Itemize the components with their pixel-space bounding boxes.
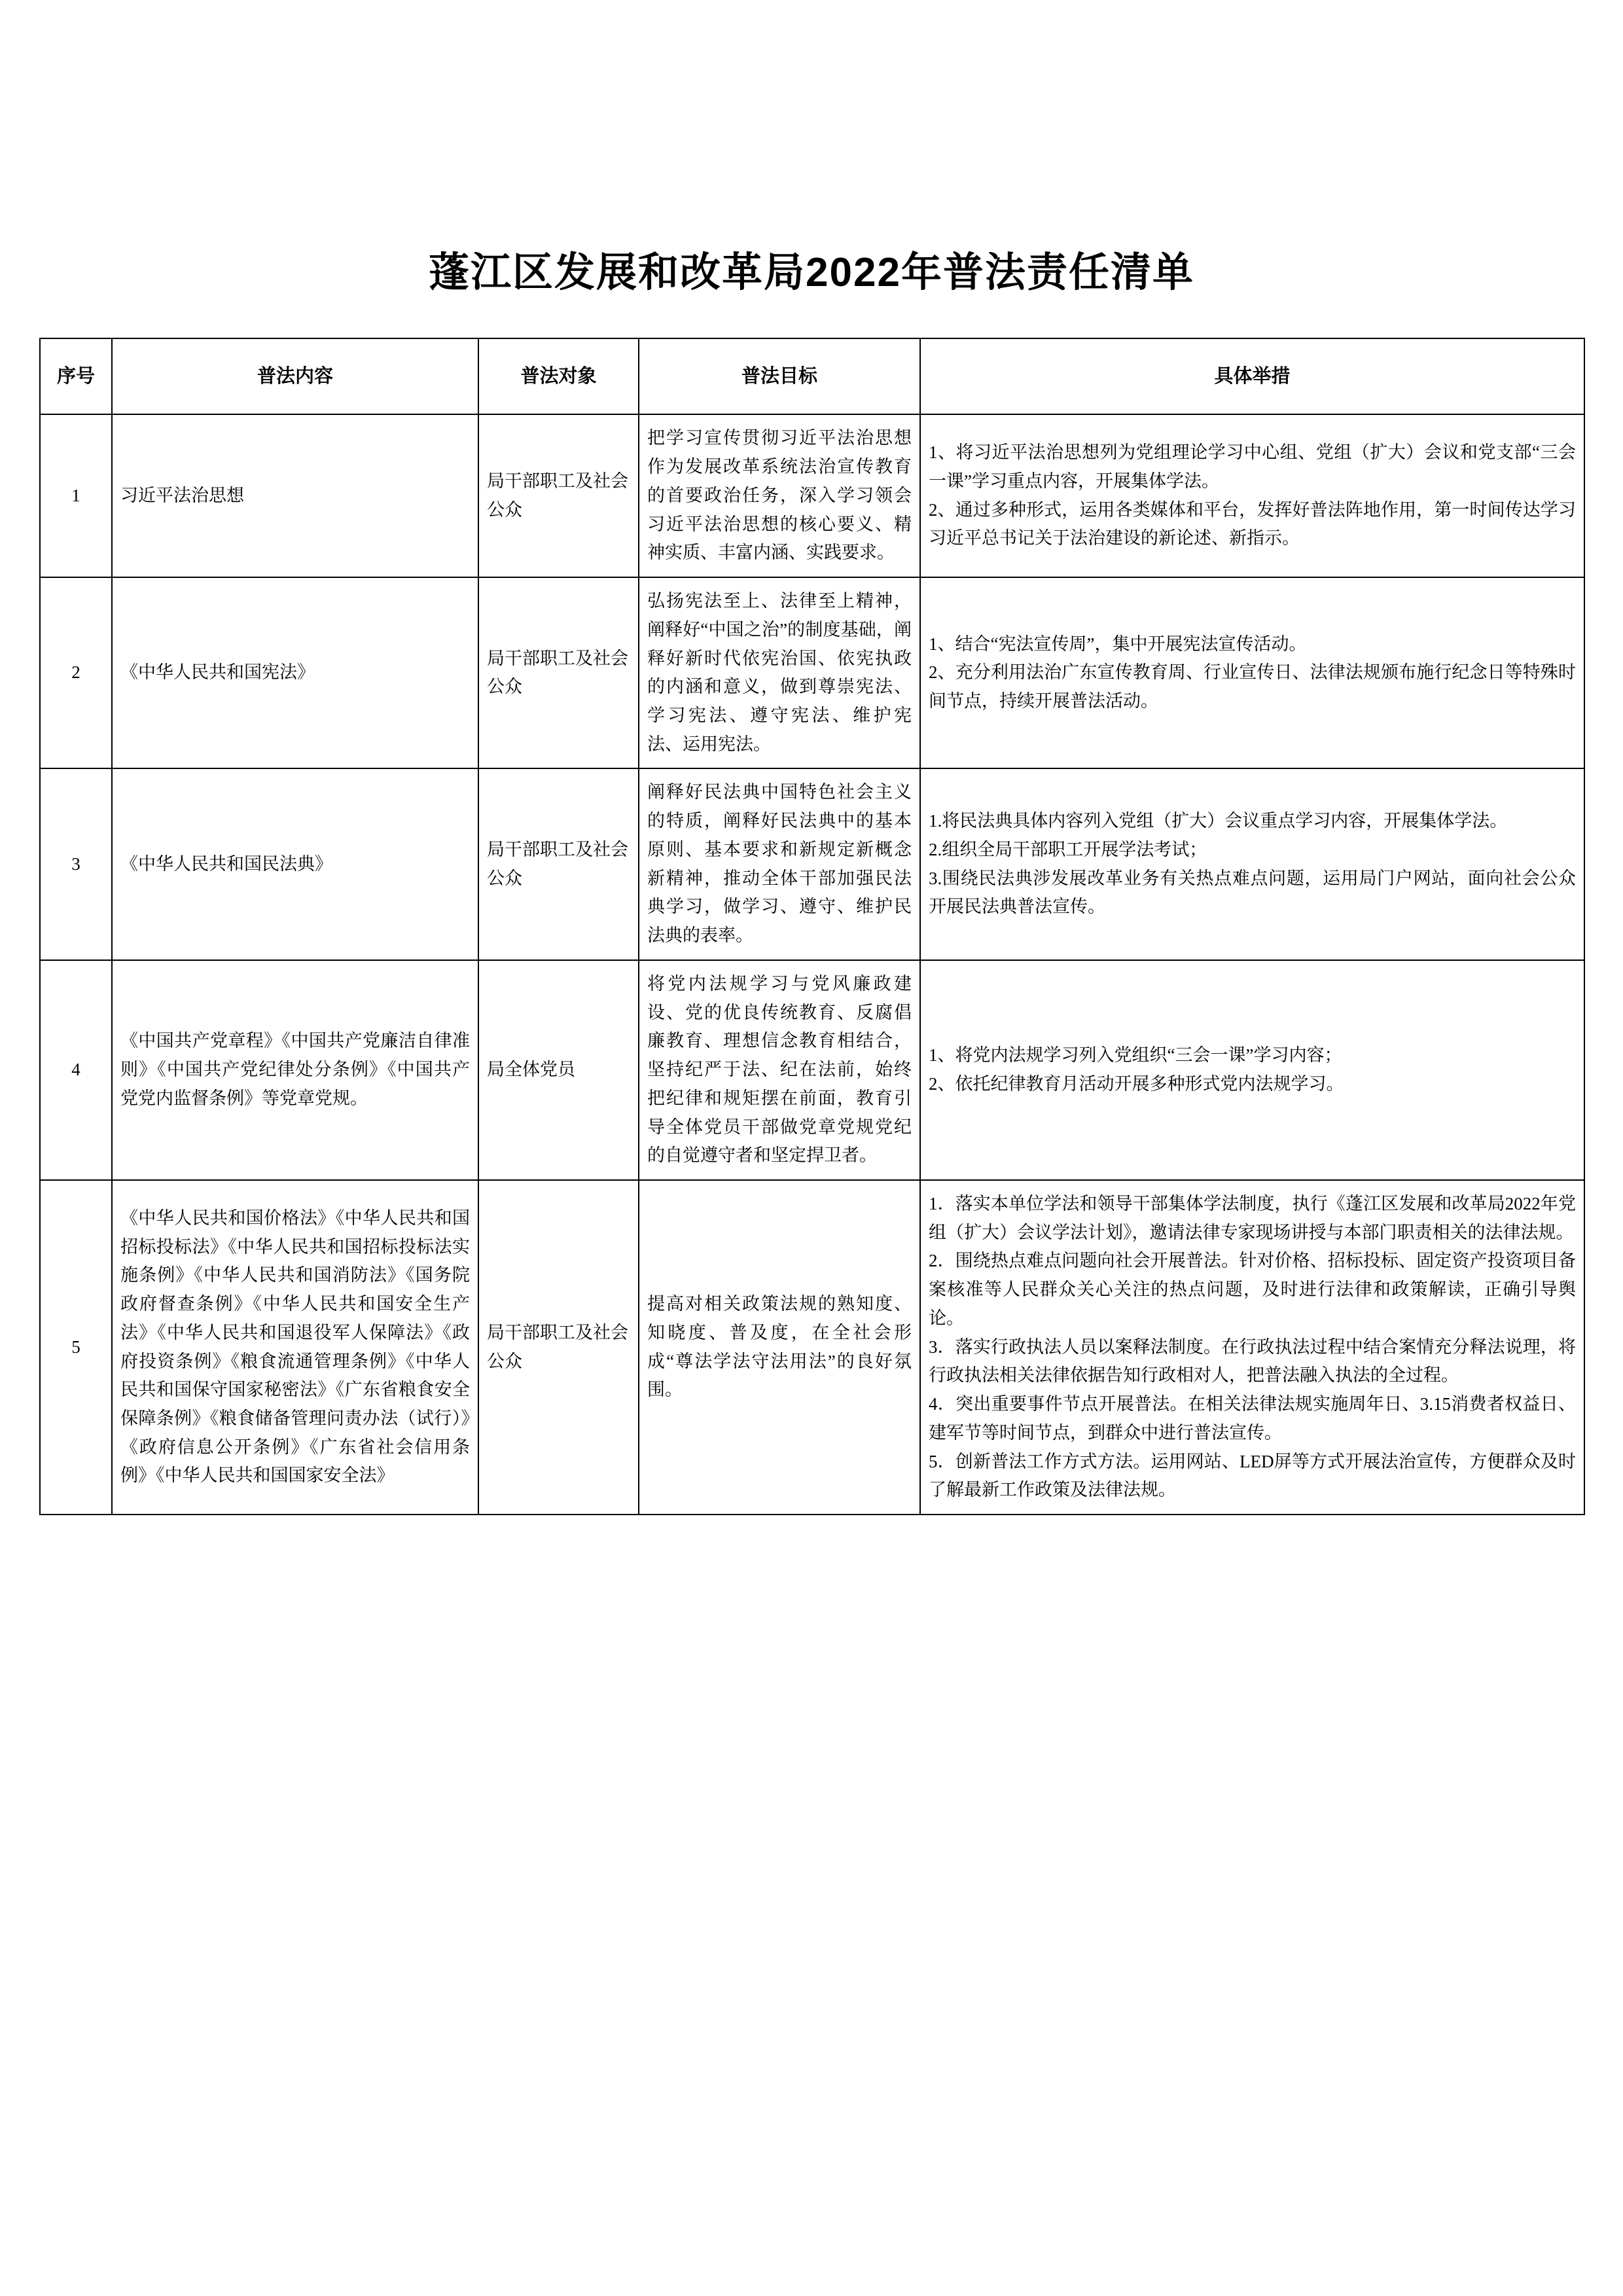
measure-item: 1、结合“宪法宣传周”，集中开展宪法宣传活动。: [929, 634, 1307, 654]
table-row: [40, 414, 1584, 577]
row-measures: [920, 768, 1584, 960]
row-audience: 局干部职工及社会公众: [478, 577, 639, 768]
measure-item: 2．围绕热点难点问题向社会开展普法。针对价格、招标投标、固定资产投资项目备案核准等人民群众关心关注的热点问题，及时进行法律和政策解读，正确引导舆论。: [929, 1251, 1576, 1328]
column-header-goal: 普法目标: [639, 338, 920, 414]
table-row: [40, 960, 1584, 1180]
measure-item: 1、将习近平法治思想列为党组理论学习中心组、党组（扩大）会议和党支部“三会一课”学习重点内容，开展集体学法。: [929, 442, 1576, 491]
table-row: [40, 768, 1584, 960]
row-measures: [920, 960, 1584, 1180]
row-goal: 阐释好民法典中国特色社会主义的特质，阐释好民法典中的基本原则、基本要求和新规定新概念新精神，推动全体干部加强民法典学习，做学习、遵守、维护民法典的表率。: [639, 768, 920, 960]
measure-item: 5．创新普法工作方式方法。运用网站、LED屏等方式开展法治宣传，方便群众及时了解最新工作政策及法律法规。: [929, 1451, 1576, 1500]
row-audience: 局全体党员: [478, 960, 639, 1180]
row-index: 3: [40, 768, 112, 960]
measure-item: 3．落实行政执法人员以案释法制度。在行政执法过程中结合案情充分释法说理，将行政执法相关法律依据告知行政相对人，把普法融入执法的全过程。: [929, 1336, 1576, 1386]
page-title: 蓬江区发展和改革局2022年普法责任清单: [429, 250, 1194, 295]
measure-item: 2、充分利用法治广东宣传教育周、行业宣传日、法律法规颁布施行纪念日等特殊时间节点，持续开展普法活动。: [929, 662, 1576, 711]
column-header-measures: 具体举措: [920, 338, 1584, 414]
row-content: 习近平法治思想: [112, 414, 478, 577]
row-content: 《中国共产党章程》《中国共产党廉洁自律准则》《中国共产党纪律处分条例》《中国共产党党内监督条例》等党章党规。: [112, 960, 478, 1180]
row-content: 《中华人民共和国民法典》: [112, 768, 478, 960]
row-index: 1: [40, 414, 112, 577]
measure-item: 2、通过多种形式，运用各类媒体和平台，发挥好普法阵地作用，第一时间传达学习习近平总书记关于法治建设的新论述、新指示。: [929, 499, 1576, 548]
measure-item: 2、依托纪律教育月活动开展多种形式党内法规学习。: [929, 1073, 1344, 1094]
row-content: 《中华人民共和国价格法》《中华人民共和国招标投标法》《中华人民共和国招标投标法实施条例》《中华人民共和国消防法》《国务院政府督查条例》《中华人民共和国安全生产法》《中华人民共和国退役军人保障法》《政府投资条例》《粮食流通管理条例》《中华人民共和国保守国家秘密法》《广东省粮食安全保障条例》《粮食储备管理问责办法（试行）》《政府信息公开条例》《广东省社会信用条例》《中华人民共和国国家安全法》: [112, 1180, 478, 1515]
column-header-audience: 普法对象: [478, 338, 639, 414]
row-measures: [920, 414, 1584, 577]
row-audience: 局干部职工及社会公众: [478, 414, 639, 577]
row-index: 5: [40, 1180, 112, 1515]
row-goal: 弘扬宪法至上、法律至上精神，阐释好“中国之治”的制度基础，阐释好新时代依宪治国、依宪执政的内涵和意义，做到尊崇宪法、学习宪法、遵守宪法、维护宪法、运用宪法。: [639, 577, 920, 768]
measure-item: 3.围绕民法典涉发展改革业务有关热点难点问题，运用局门户网站，面向社会公众开展民法典普法宣传。: [929, 868, 1576, 917]
measure-item: 2.组织全局干部职工开展学法考试；: [929, 839, 1207, 859]
measure-item: 1、将党内法规学习列入党组织“三会一课”学习内容；: [929, 1045, 1342, 1066]
row-audience: 局干部职工及社会公众: [478, 1180, 639, 1515]
column-header-content: 普法内容: [112, 338, 478, 414]
row-goal: 将党内法规学习与党风廉政建设、党的优良传统教育、反腐倡廉教育、理想信念教育相结合，坚持纪严于法、纪在法前，始终把纪律和规矩摆在前面，教育引导全体党员干部做党章党规党纪的自觉遵守者和坚定捍卫者。: [639, 960, 920, 1180]
measure-item: 1.将民法典具体内容列入党组（扩大）会议重点学习内容，开展集体学法。: [929, 811, 1508, 831]
table-row: [40, 577, 1584, 768]
row-goal: 把学习宣传贯彻习近平法治思想作为发展改革系统法治宣传教育的首要政治任务，深入学习领会习近平法治思想的核心要义、精神实质、丰富内涵、实践要求。: [639, 414, 920, 577]
table-header-row: [40, 338, 1584, 414]
row-audience: 局干部职工及社会公众: [478, 768, 639, 960]
row-measures: [920, 577, 1584, 768]
responsibility-list-table: [39, 338, 1585, 1515]
measure-item: 1．落实本单位学法和领导干部集体学法制度，执行《蓬江区发展和改革局2022年党组（扩大）会议学法计划》，邀请法律专家现场讲授与本部门职责相关的法律法规。: [929, 1194, 1576, 1242]
row-goal: 提高对相关政策法规的熟知度、知晓度、普及度，在全社会形成“尊法学法守法用法”的良好氛围。: [639, 1180, 920, 1515]
measure-item: 4．突出重要事件节点开展普法。在相关法律法规实施周年日、3.15消费者权益日、建军节等时间节点，到群众中进行普法宣传。: [929, 1394, 1576, 1443]
row-content: 《中华人民共和国宪法》: [112, 577, 478, 768]
row-index: 2: [40, 577, 112, 768]
column-header-index: 序号: [40, 338, 112, 414]
row-measures: [920, 1180, 1584, 1515]
row-index: 4: [40, 960, 112, 1180]
table-row: [40, 1180, 1584, 1515]
